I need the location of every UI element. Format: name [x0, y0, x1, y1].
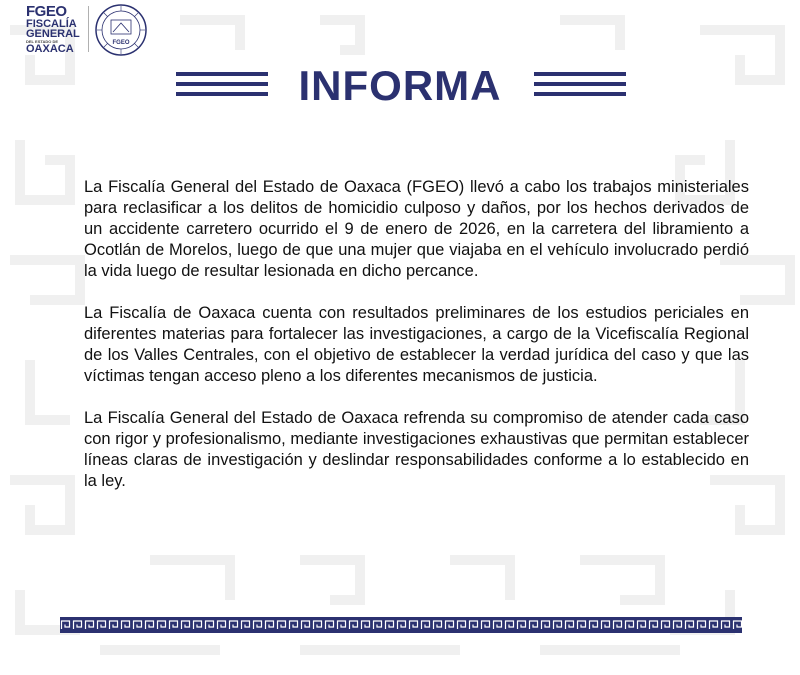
logo-line-1: FISCALÍA	[26, 18, 77, 30]
paragraph-1: La Fiscalía General del Estado de Oaxaca (FGEO) llevó a cabo los trabajos ministeriales para reclasificar a los delitos de homicidio culposo y daños, por los hechos derivados de un accidente carretero ocurrido el 9 de enero de 2026, en la carretera del libramiento a Ocotlán de Morelos, luego de que una mujer que viajaba en el vehículo involucrado perdió la vida luego de resultar lesionada en dicho percance.	[84, 178, 749, 280]
page-title: INFORMA	[298, 62, 502, 109]
greek-key-band-icon	[60, 617, 742, 633]
seal-text: FGEO	[112, 40, 130, 46]
title-stripes-left	[176, 72, 268, 102]
fgeo-logo-icon	[26, 4, 86, 58]
logo-line-2: GENERAL	[26, 28, 80, 40]
announcement-body	[84, 177, 749, 513]
title-stripes-right	[534, 72, 626, 102]
logo-line-4: OAXACA	[26, 43, 74, 55]
logo-divider	[88, 6, 89, 52]
logo-line-3: DEL ESTADO DE	[26, 39, 59, 44]
paragraph-3: La Fiscalía General del Estado de Oaxaca refrenda su compromiso de atender cada caso con rigor y profesionalismo, mediante investigaciones exhaustivas que permitan establecer líneas claras de investigación y deslindar responsabilidades conforme a lo establecido en la ley.	[84, 409, 749, 490]
title-row	[0, 60, 800, 112]
paragraph-2: La Fiscalía de Oaxaca cuenta con resultados preliminares de los estudios periciales en diferentes materias para fortalecer las investigaciones, a cargo de la Vicefiscalía Regional de los Valles Centrales, con el objetivo de establecer la verdad jurídica del caso y que las víctimas tengan acceso pleno a los diferentes mecanismos de justicia.	[84, 304, 749, 385]
fgeo-seal-icon	[94, 3, 148, 57]
logo-acronym: FGEO	[26, 3, 67, 20]
